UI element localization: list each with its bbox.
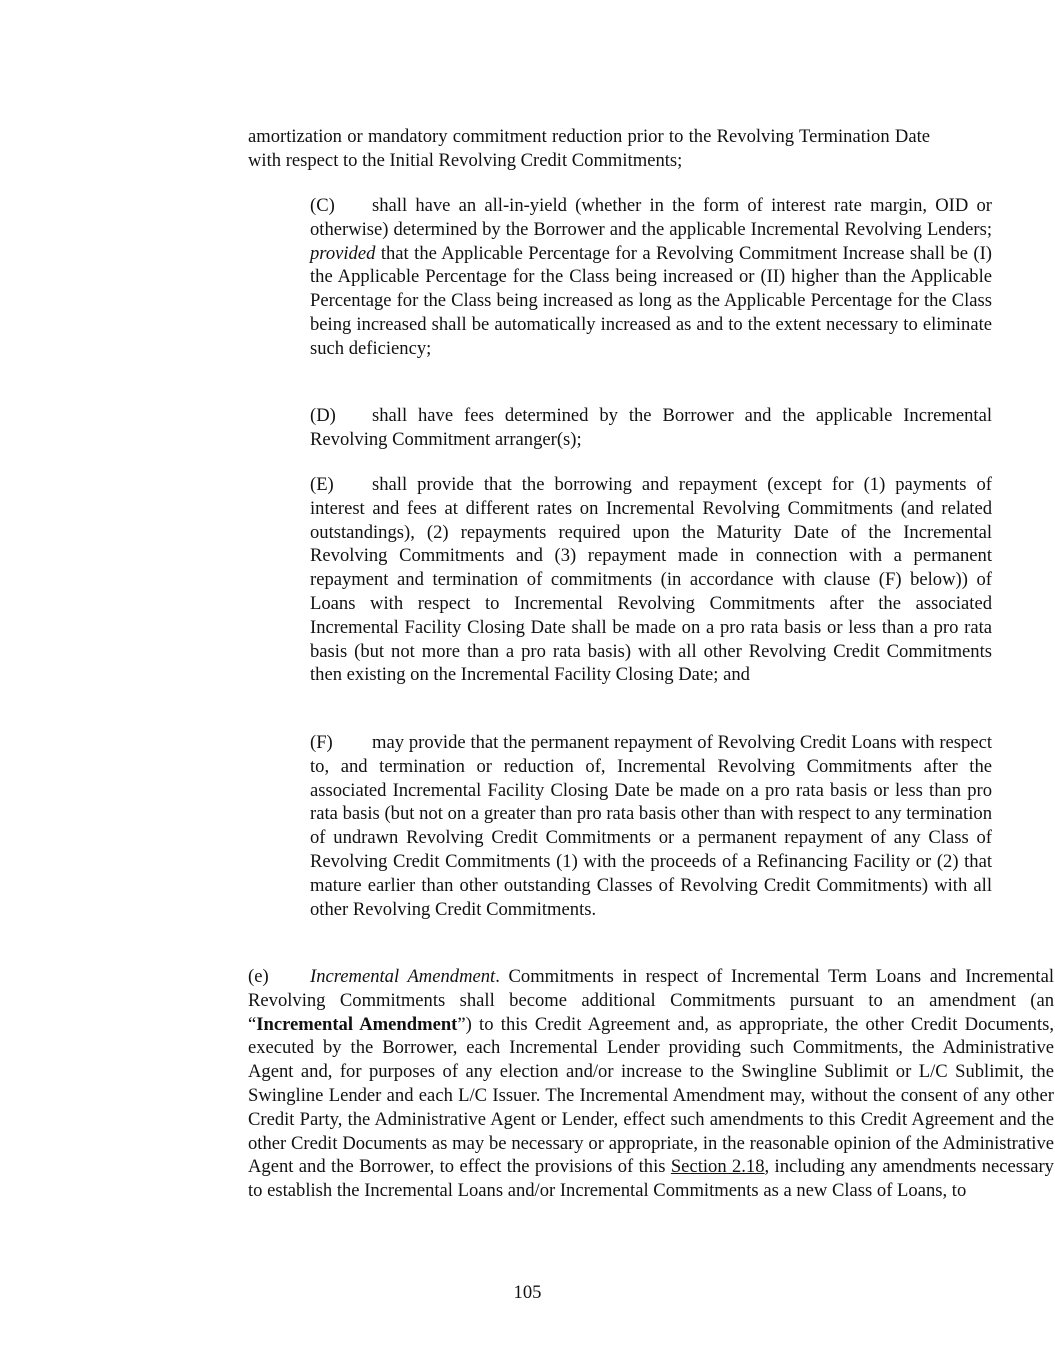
paragraph-d: (D) shall have fees determined by the Borrower and the applicable Incremental Revolving Commitment arranger(s); [310, 405, 992, 450]
clause-label-e: (E) [310, 474, 334, 495]
clause-label-f: (F) [310, 732, 333, 753]
incremental-amendment-defined-term: Incremental Amendment [256, 1013, 458, 1035]
section-2-18-reference: Section 2.18 [670, 1156, 765, 1178]
paragraph-continuation: amortization or mandatory commitment reduction prior to the Revolving Termination Date with respect to the Initial Revolving Credit Commitments; [248, 126, 930, 171]
paragraph-f: (F) may provide that the permanent repayment of Revolving Credit Loans with respect to, and termination or reduction of, Incremental Revolving Commitments after the associated Incremental Facility Closing Date be made on a pro rata basis or less than pro rata basis (but not on a greater than pro rata basis other than with respect to any termination of undrawn Revolving Credit Commitments or a permanent repayment of any Class of Revolving Credit Commitments (1) with the proceeds of a Refinancing Facility or (2) that mature earlier than other outstanding Classes of Revolving Credit Commitments) with all other Revolving Credit Commitments. [310, 732, 992, 920]
paragraph-e: (E) shall provide that the borrowing and repayment (except for (1) payments of interest and fees at different rates on Incremental Revolving Commitments (and related outstandings), (2) repayments required upon the Maturity Date of the Incremental Revolving Commitments and (3) repayment made in connection with a permanent repayment and termination of commitments (in accordance with clause (F) below)) of Loans with respect to Incremental Revolving Commitments after the associated Incremental Facility Closing Date shall be made on a pro rata basis or less than a pro rata basis (but not more than a pro rata basis) with all other Revolving Credit Commitments then existing on the Incremental Facility Closing Date; and [310, 474, 992, 686]
clause-label-c: (C) [310, 195, 335, 216]
provided-italic: provided [310, 242, 376, 264]
incremental-amendment-heading: Incremental Amendment [310, 966, 496, 987]
clause-label-d: (D) [310, 405, 336, 426]
paragraph-incremental-amendment: (e) Incremental Amendment. Commitments in respect of Incremental Term Loans and Incremental Revolving Commitments shall become additional Commitments pursuant to an amendment (an “Incremental Amendment”) to this Credit Agreement and, as appropriate, the other Credit Documents, executed by the Borrower, each Incremental Lender providing such Commitments, the Administrative Agent and, for purposes of any election and/or increase to the Swingline Sublimit or L/C Sublimit, the Swingline Lender and each L/C Issuer. The Incremental Amendment may, without the consent of any other Credit Party, the Administrative Agent or Lender, effect such amendments to this Credit Agreement and the other Credit Documents as may be necessary or appropriate, in the reasonable opinion of the Administrative Agent and the Borrower, to effect the provisions of this Section 2.18, including any amendments necessary to establish the Incremental Loans and/or Incremental Commitments as a new Class of Loans, to [248, 966, 1055, 1202]
paragraph-c: (C) shall have an all-in-yield (whether in the form of interest rate margin, OID or otherwise) determined by the Borrower and the applicable Incremental Revolving Lenders; provided that the Applicable Percentage for a Revolving Commitment Increase shall be (I) the Applicable Percentage for the Class being increased or (II) higher than the Applicable Percentage for the Class being increased as long as the Applicable Percentage for the Class being increased shall be automatically increased as and to the extent necessary to eliminate such deficiency; [310, 195, 992, 359]
page-number: 105 [513, 1282, 542, 1303]
clause-label-e-lower: (e) [248, 966, 269, 987]
